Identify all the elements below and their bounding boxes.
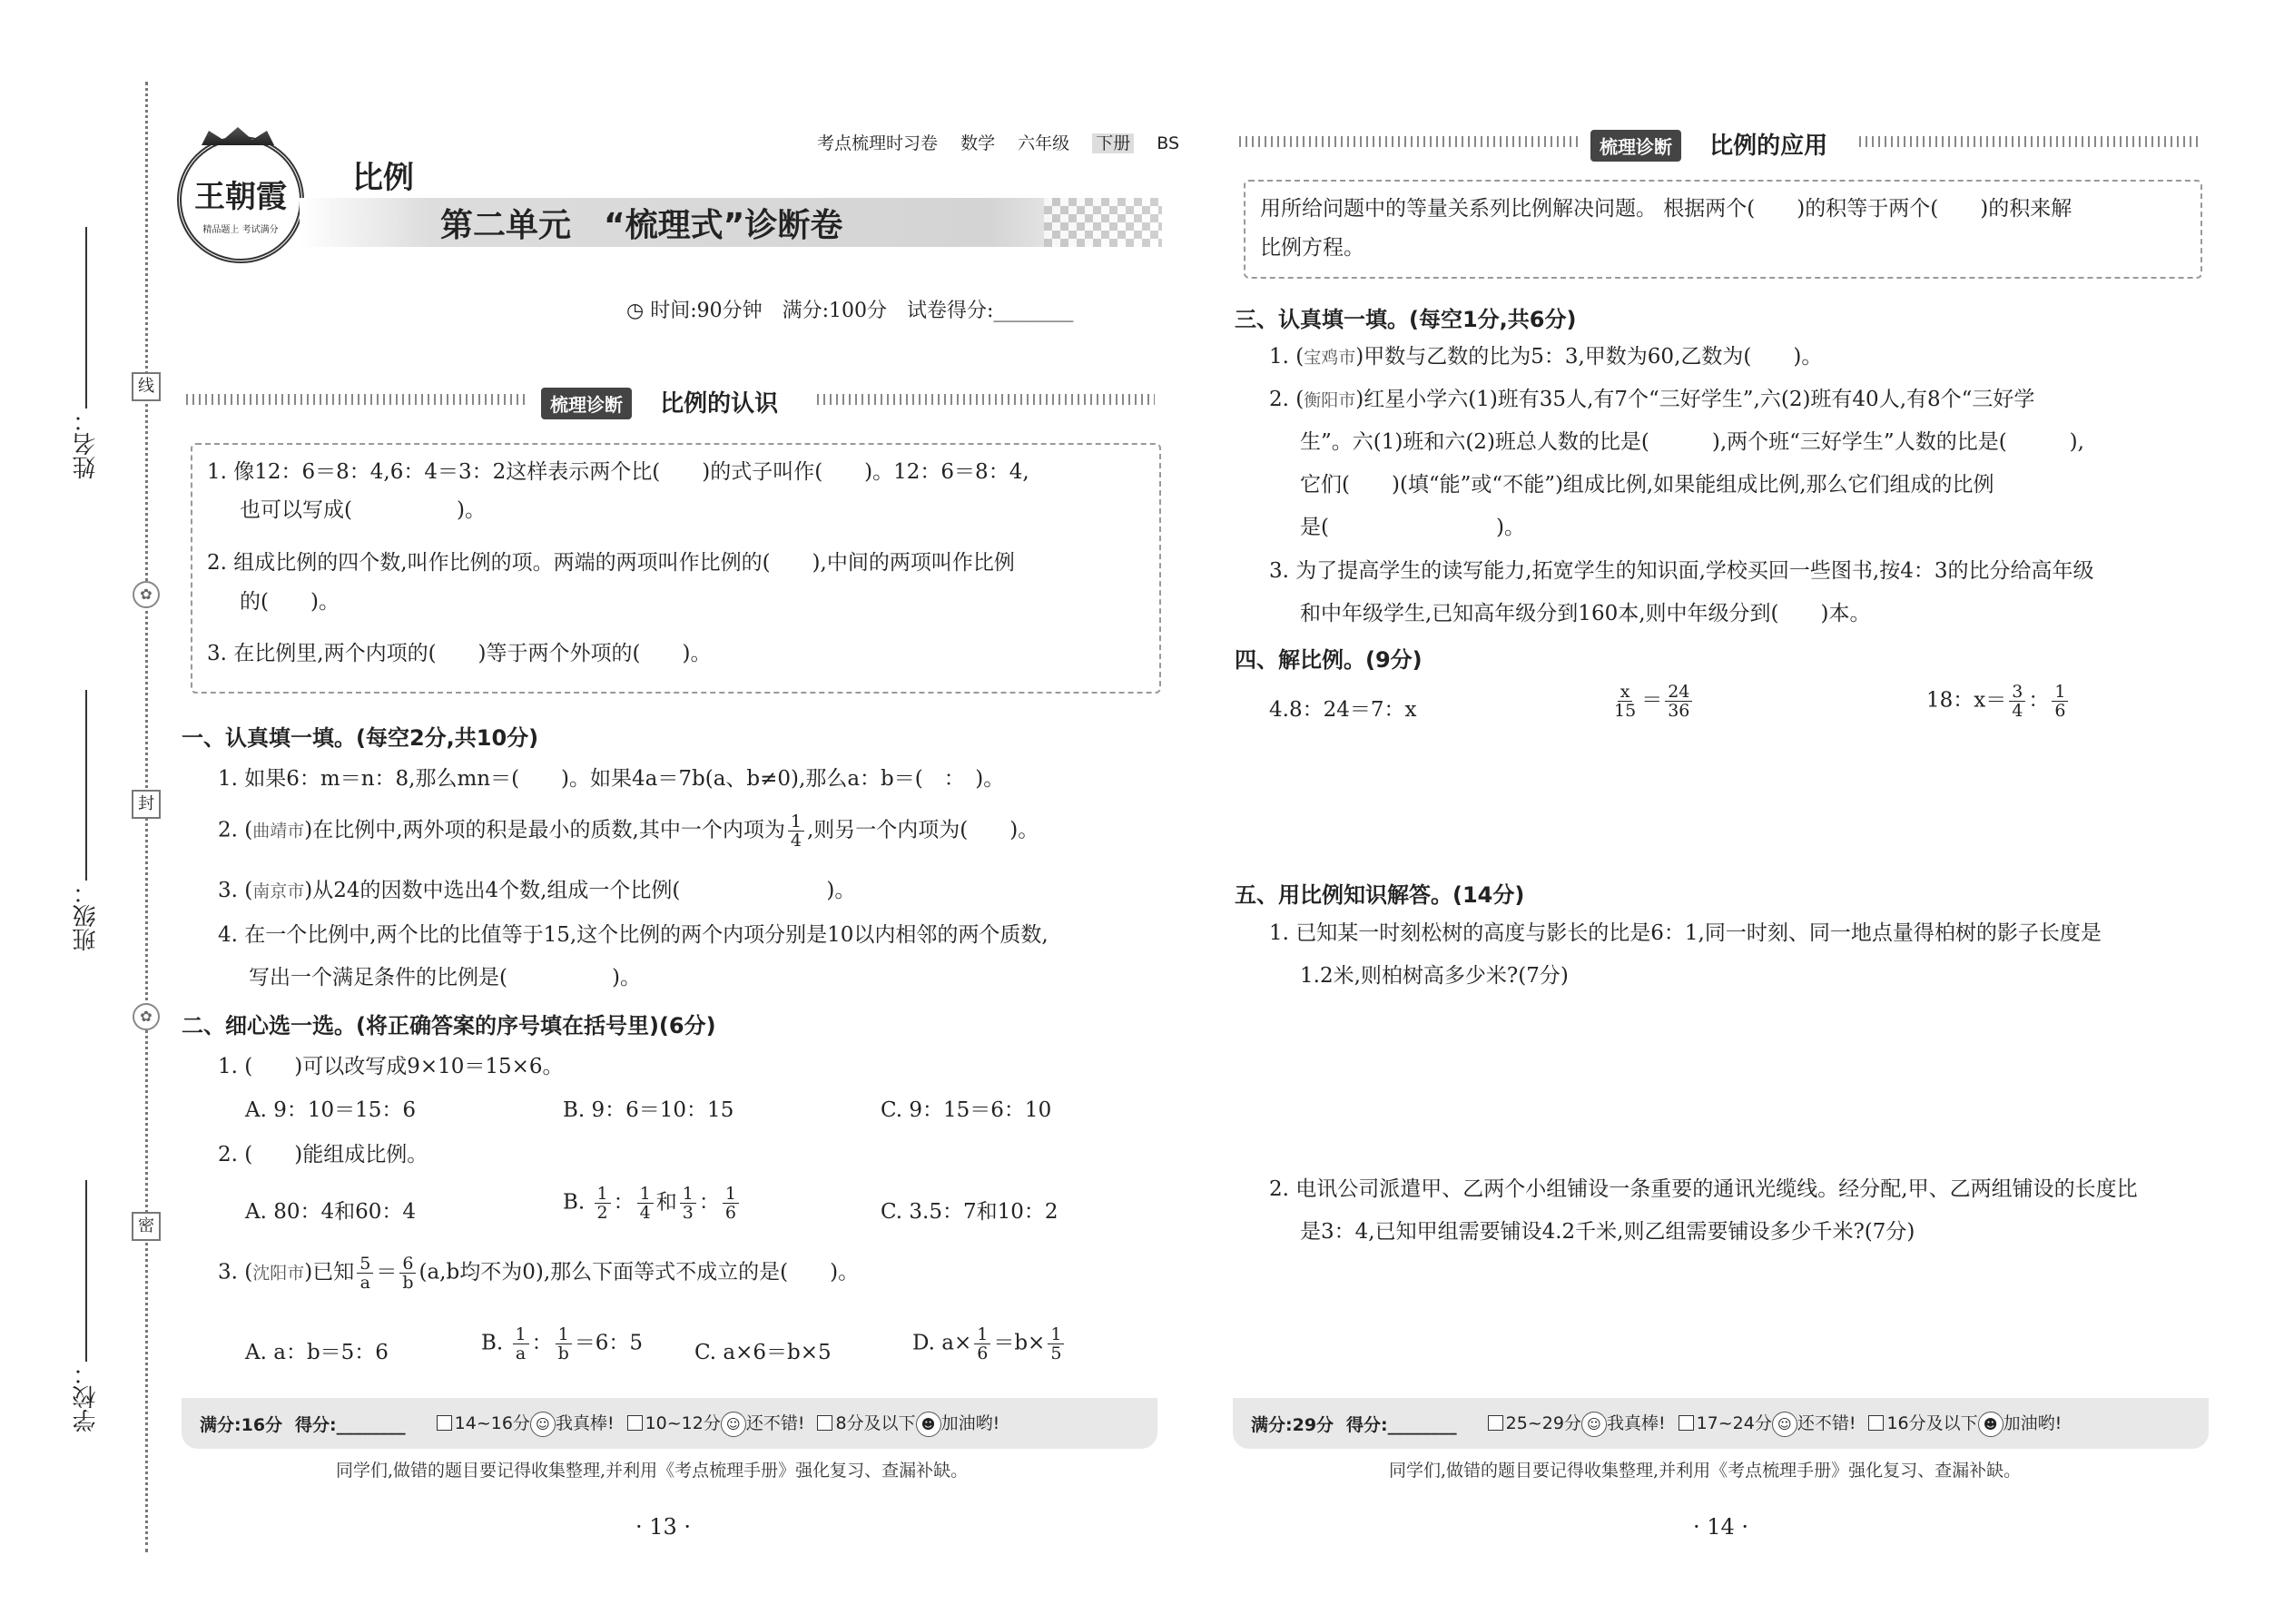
binding-char-line: 线 <box>132 372 161 401</box>
checkbox[interactable] <box>627 1415 643 1431</box>
school-field <box>69 1180 103 1432</box>
question-2-3: 3. (沈阳市)已知 $\frac{5}{a}$ ＝ $\frac{6}{b}$ (a,b均不为0),那么下面等式不成立的是( )。 <box>218 1254 860 1293</box>
exam-info: ◷ 时间:90分钟 满分:100分 试卷得分:________ <box>626 300 1074 322</box>
hatch-rule <box>817 394 1155 405</box>
clock-icon: ◷ <box>626 300 645 322</box>
smile-face-icon: ☺ <box>530 1412 556 1437</box>
binding-char-seal: 封 <box>132 790 161 819</box>
question-2-2: 2. ( )能组成比例。 <box>218 1143 428 1166</box>
smile-face-icon: ☺ <box>721 1412 746 1437</box>
flower-ornament-icon: ✿ <box>133 581 160 608</box>
concept-line: 2. 组成比例的四个数,叫作比例的项。两端的两项叫作比例的( ),中间的两项叫作比例 <box>207 551 1015 575</box>
checkbox[interactable] <box>817 1415 832 1431</box>
checkbox[interactable] <box>437 1415 452 1431</box>
question-5-1-cont: 1.2米,则柏树高多少米?(7分) <box>1300 964 1569 988</box>
option-2-3-d[interactable]: D. a× $\frac{1}{6}$ ＝b× $\frac{1}{5}$ <box>912 1325 1067 1363</box>
score-bar-left: 满分:16分 得分:________ 14~16分 ☺ 我真棒! 10~12分 ☺ 还不错! 8分及以下 ☻ 加油哟! <box>182 1398 1157 1449</box>
question-3-1: 1. (宝鸡市)甲数与乙数的比为5：3,甲数为60,乙数为( )。 <box>1269 345 1823 369</box>
logo-sub: 精品题上 考试满分 <box>202 225 279 235</box>
concept-line: 也可以写成( )。 <box>240 498 486 522</box>
question-3-2: 2. (衡阳市)红星小学六(1)班有35人,有7个“三好学生”,六(2)班有40人,有8个“三好学 <box>1269 388 2035 411</box>
concept-line: 比例方程。 <box>1260 236 1364 260</box>
section-2-title: 二、细心选一选。(将正确答案的序号填在括号里)(6分) <box>182 1013 716 1038</box>
name-label: 姓名： <box>73 408 100 479</box>
section-tag-recognition: 梳理诊断 比例的认识 <box>541 385 778 419</box>
flower-ornament-icon: ✿ <box>133 1003 160 1030</box>
binding-char-secret: 密 <box>132 1212 161 1241</box>
crown-icon <box>202 127 274 145</box>
option-2-3-b[interactable]: B. $\frac{1}{a}$ ： $\frac{1}{b}$ ＝6：5 <box>481 1324 644 1363</box>
concept-line: 的( )。 <box>240 590 340 614</box>
name-field <box>69 227 103 479</box>
name-underline[interactable] <box>85 227 87 408</box>
section-5-title: 五、用比例知识解答。(14分) <box>1235 882 1525 908</box>
equation-1: 4.8：24＝7：x <box>1269 698 1417 722</box>
hatch-rule <box>186 394 527 405</box>
equation-3: 18：x＝ $\frac{3}{4}$ ： $\frac{1}{6}$ <box>1926 683 2071 720</box>
smile-face-icon: ☺ <box>1581 1412 1607 1437</box>
section-4-title: 四、解比例。(9分) <box>1235 647 1423 673</box>
page-number-right: · 14 · <box>1693 1514 1749 1540</box>
question-5-2: 2. 电讯公司派遣甲、乙两个小组铺设一条重要的通讯光缆线。经分配,甲、乙两组铺设的长度比 <box>1269 1177 2138 1201</box>
brand-logo <box>177 136 304 263</box>
section-3-title: 三、认真填一填。(每空1分,共6分) <box>1235 307 1577 332</box>
option-2-1-a[interactable]: A. 9：10＝15：6 <box>245 1098 417 1122</box>
section-1-title: 一、认真填一填。(每空2分,共10分) <box>182 725 539 751</box>
question-5-2-cont: 是3：4,已知甲组需要铺设4.2千米,则乙组需要铺设多少千米?(7分) <box>1300 1220 1915 1244</box>
checkbox[interactable] <box>1488 1415 1503 1431</box>
chapter-word: 比例 <box>352 160 414 196</box>
checkbox[interactable] <box>1868 1415 1884 1431</box>
cheer-face-icon: ☻ <box>916 1412 941 1437</box>
option-2-1-c[interactable]: C. 9：15＝6：10 <box>881 1098 1052 1122</box>
class-field <box>69 690 103 951</box>
main-title: 第二单元 “梳理式”诊断卷 <box>440 207 843 244</box>
question-3-2-cont: 它们( )(填“能”或“不能”)组成比例,如果能组成比例,那么它们组成的比例 <box>1300 473 1994 497</box>
equation-2: $\frac{x}{15}$ ＝ $\frac{24}{36}$ <box>1609 683 1695 720</box>
option-2-2-c[interactable]: C. 3.5：7和10：2 <box>881 1200 1058 1224</box>
question-3-2-cont: 是( )。 <box>1300 516 1525 539</box>
option-2-3-a[interactable]: A. a：b＝5：6 <box>245 1341 389 1364</box>
question-1-1: 1. 如果6：m＝n：8,那么mn＝( )。如果4a＝7b(a、b≠0),那么a：b＝( ： )。 <box>218 767 1005 791</box>
question-3-3-cont: 和中年级学生,已知高年级分到160本,则中年级分到( )本。 <box>1300 602 1871 625</box>
class-label: 班级： <box>73 881 100 951</box>
class-underline[interactable] <box>85 690 87 881</box>
score-bar-right: 满分:29分 得分:________ 25~29分 ☺ 我真棒! 17~24分 ☺ 还不错! 16分及以下 ☻ 加油哟! <box>1233 1398 2209 1449</box>
checker-decoration <box>1044 198 1162 247</box>
series-header: 考点梳理时习卷 数学 六年级 下册 BS <box>817 133 1180 153</box>
concept-line: 3. 在比例里,两个内项的( )等于两个外项的( )。 <box>207 642 712 665</box>
option-2-3-c[interactable]: C. a×6＝b×5 <box>694 1341 832 1364</box>
section-tag-application: 梳理诊断 比例的应用 <box>1590 127 1827 162</box>
option-2-2-a[interactable]: A. 80：4和60：4 <box>245 1200 417 1224</box>
cheer-face-icon: ☻ <box>1978 1412 2004 1437</box>
question-3-3: 3. 为了提高学生的读写能力,拓宽学生的知识面,学校买回一些图书,按4：3的比分给高年级 <box>1269 559 2094 583</box>
page-number-left: · 13 · <box>635 1514 692 1540</box>
hatch-rule <box>1859 136 2200 147</box>
question-2-1: 1. ( )可以改写成9×10＝15×6。 <box>218 1055 564 1078</box>
option-2-2-b[interactable]: B. $\frac{1}{2}$ ： $\frac{1}{4}$ 和 $\frac{1}{3}$ ： $\frac{1}{6}$ <box>563 1185 742 1222</box>
hatch-rule <box>1239 136 1580 147</box>
option-2-1-b[interactable]: B. 9：6＝10：15 <box>563 1098 734 1122</box>
question-1-4-cont: 写出一个满足条件的比例是( )。 <box>249 966 641 989</box>
logo-text: 王朝霞 <box>194 179 287 215</box>
smile-face-icon: ☺ <box>1772 1412 1797 1437</box>
question-5-1: 1. 已知某一时刻松树的高度与影长的比是6：1,同一时刻、同一地点量得柏树的影子长度是 <box>1269 921 2102 945</box>
question-1-2: 2. (曲靖市)在比例中,两外项的积是最小的质数,其中一个内项为 $\frac{1}{4}$ ,则另一个内项为( )。 <box>218 812 1039 851</box>
concept-line: 1. 像12：6＝8：4,6：4＝3：2这样表示两个比( )的式子叫作( )。12：6＝8：4, <box>207 460 1029 484</box>
school-underline[interactable] <box>85 1180 87 1362</box>
footer-note-left: 同学们,做错的题目要记得收集整理,并利用《考点梳理手册》强化复习、查漏补缺。 <box>336 1461 969 1481</box>
school-label: 学校： <box>73 1362 100 1432</box>
footer-note-right: 同学们,做错的题目要记得收集整理,并利用《考点梳理手册》强化复习、查漏补缺。 <box>1389 1461 2022 1481</box>
checkbox[interactable] <box>1679 1415 1694 1431</box>
concept-line: 用所给问题中的等量关系列比例解决问题。 根据两个( )的积等于两个( )的积来解 <box>1260 197 2072 221</box>
question-3-2-cont: 生”。六(1)班和六(2)班总人数的比是( ),两个班“三好学生”人数的比是( ), <box>1300 430 2084 454</box>
question-1-3: 3. (南京市)从24的因数中选出4个数,组成一个比例( )。 <box>218 879 856 902</box>
question-1-4: 4. 在一个比例中,两个比的比值等于15,这个比例的两个内项分别是10以内相邻的两个质数, <box>218 923 1049 947</box>
